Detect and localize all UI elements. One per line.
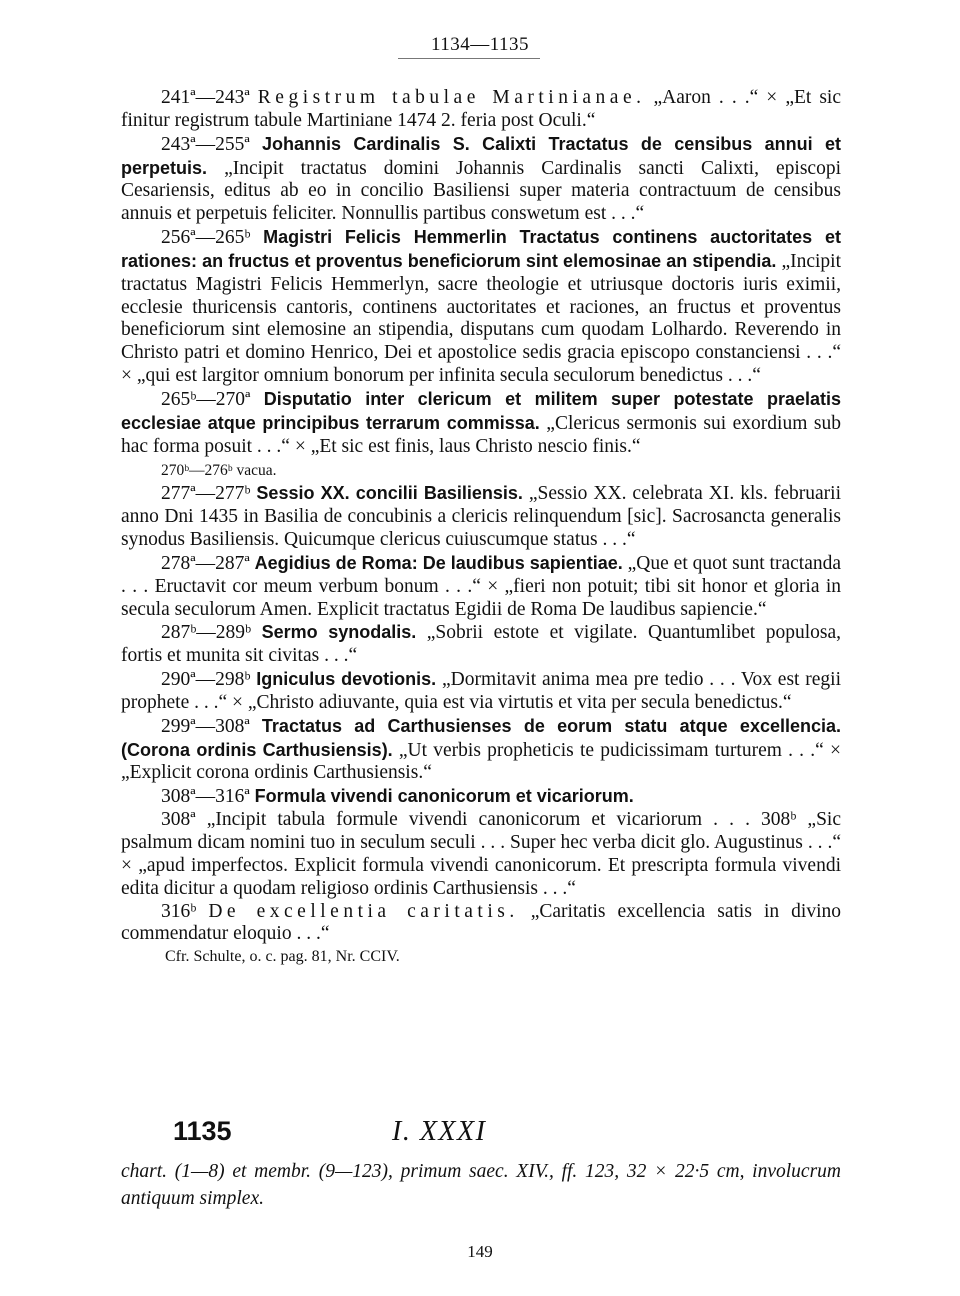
catalogue-entry <box>121 388 841 459</box>
leaf-range: 256ª—265ᵇ <box>161 227 251 249</box>
catalogue-entry <box>121 668 841 715</box>
entry-text: „Aaron . . .“ × „Et sic finitur registrum tabule Martiniane 1474 2. feria post Oculi.“ <box>121 87 841 131</box>
leaf-range: 277ª—277ᵇ <box>161 483 251 505</box>
entry-title: Aegidius de Roma: De laudibus sapientiae. <box>254 552 623 573</box>
catalogue-entry <box>121 552 841 622</box>
entry-text: „Caritatis excellencia satis in divino commendatur eloquio . . .“ <box>121 900 841 945</box>
leaf-range: 308ª <box>161 809 196 831</box>
entry-title: Johannis Cardinalis S. Calixti Tractatus de censibus annui et perpetuis. <box>121 133 841 178</box>
catalogue-entry <box>121 785 841 809</box>
entries-body <box>121 87 841 969</box>
catalogue-entry <box>121 715 841 786</box>
entry-text: „Ut verbis propheticis te pudicissimam turturem . . .“ × „Explicit corona ordinis Carthusiensis.“ <box>121 739 841 784</box>
catalogue-entry <box>121 133 841 226</box>
leaf-range: 299ª—308ª <box>161 715 250 737</box>
entry-title: De excellentia caritatis. <box>208 900 519 922</box>
catalogue-entry <box>121 226 841 388</box>
record-description: chart. (1—8) et membr. (9—123), primum saec. XIV., ff. 123, 32 × 22·5 cm, involucrum antiquum simplex. <box>121 1161 841 1209</box>
catalogue-entry <box>121 482 841 552</box>
leaf-range: 265ᵇ—270ª <box>161 388 251 410</box>
catalogue-entry <box>121 809 841 900</box>
record-number: 1135 <box>173 1116 232 1146</box>
entry-text: „Incipit tractatus domini Johannis Cardinalis sancti Calixti, episcopi Cesariensis, editus ab eo in concilio Basiliensi super materia contractuum de censibus annuis et perpetuis feliciter. Nonnullis partibus conswetum est . . .“ <box>121 157 841 225</box>
entry-text: „Incipit tabula formule vivendi canonicorum et vicariorum . . . 308ᵇ „Sic psalmum dicam nomini tuo in seculum seculi . . . Super hec verba dicit glo. Augustinus . . .“ × „apud imperfectos. Explicit formula vivendi canonicorum. Et prescripta formula vivendi edita dicitur a quodam religioso ordinis Carthusiensis . . .“ <box>121 809 841 899</box>
entry-text: „Sessio XX. celebrata XI. kls. februarii anno Dni 1435 in Basilia de concubinis a clericis relinquendum [sic]. Sacrosancta generalis synodus Basiliensis. Quicumque clericus cuiuscumque status . . .“ <box>121 483 841 551</box>
catalogue-entry <box>121 87 841 133</box>
catalogue-entry <box>121 901 841 947</box>
entry-text: vacua. <box>232 461 277 479</box>
page-number: 149 <box>467 1242 493 1261</box>
record-signature: I. XXXI <box>392 1116 487 1147</box>
entry-title: Disputatio inter clericum et militem super potestate praelatis ecclesiae atque principibus terrarum commissa. <box>121 388 841 433</box>
entry-text: „Incipit tractatus Magistri Felicis Hemmerlyn, sacre theologie et utriusque doctoris iuris eximii, ecclesie thuricensis cantoris, continens auctoritates et raciones, an fructus et proventus beneficiorum sint elemosine an stipendia, disputans cum quodam Lolhardo. Reverendo in Christo patri et domino Henrico, Dei et apostolice sedis gracia episcopo constanciensi . . .“ × „qui est largitor omnium bonorum per infinita secula seculorum benedictus . . .“ <box>121 250 841 387</box>
entry-title: Tractatus ad Carthusienses de eorum statu atque excellencia. (Corona ordinis Carthusiensis). <box>121 715 842 760</box>
leaf-range: 308ª—316ª <box>161 786 250 808</box>
leaf-range: 316ᵇ <box>161 900 197 922</box>
leaf-range: 278ª—287ª <box>161 552 250 574</box>
entry-text: „Que et quot sunt tractanda . . . Eructavit cor meum verbum bonum . . .“ × „fieri non potuit; tibi sit honor et gloria in secula seculorum Amen. Explicit tractatus Egidii de Roma De laudibus sapiencie.“ <box>121 552 842 620</box>
entry-text: „Sobrii estote et vigilate. Quantumlibet populosa, fortis et munita sit civitas . . .“ <box>121 622 842 667</box>
header-rule <box>398 58 540 59</box>
entry-title: Magistri Felicis Hemmerlin Tractatus continens auctoritates et rationes: an fructus et proventus beneficiorum sint elemosinae an stipendia. <box>121 227 841 271</box>
leaf-range: 287ᵇ—289ᵇ <box>161 622 252 644</box>
leaf-range: 290ª—298ᵇ <box>161 669 251 691</box>
catalogue-entry <box>121 459 841 483</box>
entry-title: Sermo synodalis. <box>261 622 417 643</box>
entry-text: „Dormitavit anima mea pre tedio . . . Vox est regii prophete . . .“ × „Christo adiuvante, quia est via virtutis et vita per secula benedictus.“ <box>121 669 842 713</box>
entry-text: „Clericus sermonis sui exordium sub hac forma posuit . . .“ × „Et sic est finis, laus Christo nescio finis.“ <box>121 412 841 457</box>
entry-title: Registrum tabulae Martinianae. <box>257 87 646 108</box>
leaf-range: 241ª—243ª <box>161 87 250 108</box>
bibliographic-reference: Cfr. Schulte, o. c. pag. 81, Nr. CCIV. <box>165 948 400 966</box>
entry-title: Formula vivendi canonicorum et vicariorum. <box>254 786 634 807</box>
leaf-range: 270ᵇ—276ᵇ <box>161 461 233 479</box>
entry-title: Sessio XX. concilii Basiliensis. <box>256 483 523 504</box>
leaf-range: 243ª—255ª <box>161 133 250 155</box>
catalogue-entry <box>121 621 841 668</box>
entry-title: Igniculus devotionis. <box>256 669 437 690</box>
running-header: 1134—1135 <box>430 34 530 55</box>
record-heading <box>121 1116 841 1156</box>
